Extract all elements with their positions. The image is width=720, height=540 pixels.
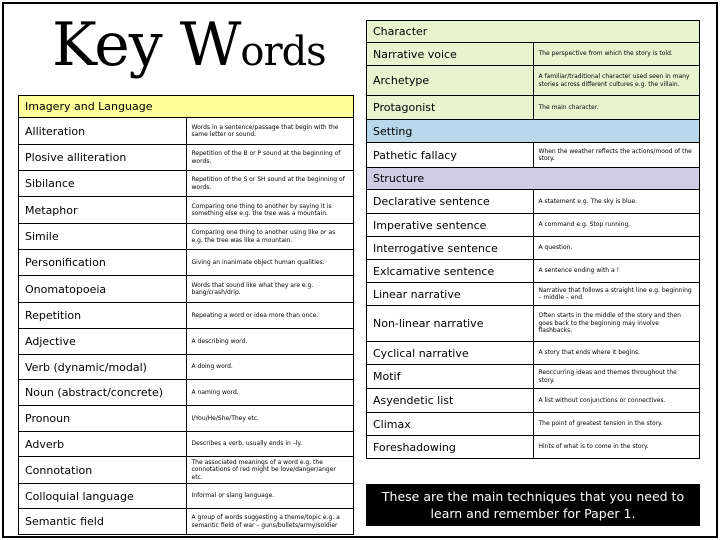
table-row (19, 457, 354, 484)
definition-cell: A familiar/traditional character used seen in many stories across different cultures e.g. the villain. (533, 66, 700, 96)
definition-cell: Words that sound like what they are e.g. bang/crash/drip. (186, 276, 354, 303)
term-cell: Cyclical narrative (367, 342, 534, 365)
definition-cell: The perspective from which the story is told. (533, 43, 700, 66)
term-cell: Exlcamative sentence (367, 260, 534, 283)
definition-cell: Repeating a word or idea more than once. (186, 303, 354, 329)
table-row (19, 276, 354, 303)
definition-cell: A statement e.g. The sky is blue. (533, 190, 700, 214)
table-row (367, 436, 700, 459)
narrative-table (366, 20, 700, 459)
character-header: Character (367, 21, 700, 43)
table-row (367, 389, 700, 413)
definition-cell: A command e.g. Stop running. (533, 214, 700, 237)
definition-cell: A sentence ending with a ! (533, 260, 700, 283)
definition-cell: Reoccurring ideas and themes throughout the story. (533, 365, 700, 389)
table-row (19, 118, 354, 145)
table-row (367, 66, 700, 96)
character-header-row (367, 21, 700, 43)
definition-cell: Repetition of the S or SH sound at the beginning of words. (186, 171, 354, 197)
definition-cell: I/You/He/She/They etc. (186, 406, 354, 432)
table-row (367, 237, 700, 260)
table-row (367, 342, 700, 365)
term-cell: Sibilance (19, 171, 187, 197)
table-row (367, 260, 700, 283)
table-row (367, 283, 700, 306)
structure-header: Structure (367, 168, 700, 190)
term-cell: Simile (19, 224, 187, 250)
table-row (19, 355, 354, 380)
table-row (19, 171, 354, 197)
term-cell: Climax (367, 413, 534, 436)
imagery-language-body (19, 96, 354, 535)
table-row (19, 509, 354, 535)
term-cell: Imperative sentence (367, 214, 534, 237)
table-row (19, 224, 354, 250)
term-cell: Verb (dynamic/modal) (19, 355, 187, 380)
table-row (367, 143, 700, 168)
imagery-language-header: Imagery and Language (19, 96, 354, 118)
table-row (19, 406, 354, 432)
term-cell: Repetition (19, 303, 187, 329)
term-cell: Colloquial language (19, 484, 187, 509)
table-row (19, 380, 354, 406)
term-cell: Pronoun (19, 406, 187, 432)
definition-cell: Informal or slang language. (186, 484, 354, 509)
term-cell: Linear narrative (367, 283, 534, 306)
term-cell: Connotation (19, 457, 187, 484)
term-cell: Protagonist (367, 96, 534, 120)
table-row (19, 432, 354, 457)
definition-cell: Giving an inanimate object human qualities. (186, 250, 354, 276)
definition-cell: A describing word. (186, 329, 354, 355)
table-row (367, 365, 700, 389)
imagery-language-table (18, 95, 354, 535)
table-row (367, 413, 700, 436)
table-row (19, 145, 354, 171)
definition-cell: A group of words suggesting a theme/topic e.g. a semantic field of war – guns/bullets/army/soldier (186, 509, 354, 535)
definition-cell: Comparing one thing to another using like or as e.g. the tree was like a mountain. (186, 224, 354, 250)
table-row (19, 197, 354, 224)
definition-cell: The main character. (533, 96, 700, 120)
table-row (19, 303, 354, 329)
structure-header-row (367, 168, 700, 190)
definition-cell: The associated meanings of a word e.g. the connotations of red might be love/danger/anger etc. (186, 457, 354, 484)
definition-cell: A list without conjunctions or connectives. (533, 389, 700, 413)
definition-cell: A question. (533, 237, 700, 260)
table-row (367, 214, 700, 237)
term-cell: Declarative sentence (367, 190, 534, 214)
table-row (19, 329, 354, 355)
footer-note: These are the main techniques that you need to learn and remember for Paper 1. (366, 484, 700, 526)
term-cell: Asyendetic list (367, 389, 534, 413)
term-cell: Non-linear narrative (367, 306, 534, 342)
term-cell: Interrogative sentence (367, 237, 534, 260)
definition-cell: When the weather reflects the actions/mood of the story. (533, 143, 700, 168)
definition-cell: Often starts in the middle of the story and then goes back to the beginning may involve flashbacks. (533, 306, 700, 342)
term-cell: Adverb (19, 432, 187, 457)
table-row (367, 43, 700, 66)
term-cell: Alliteration (19, 118, 187, 145)
table-row (367, 190, 700, 214)
term-cell: Onomatopoeia (19, 276, 187, 303)
term-cell: Archetype (367, 66, 534, 96)
table-row (19, 484, 354, 509)
term-cell: Semantic field (19, 509, 187, 535)
definition-cell: A naming word. (186, 380, 354, 406)
table-row (367, 96, 700, 120)
definition-cell: Comparing one thing to another by saying it is something else e.g. the tree was a mountain. (186, 197, 354, 224)
definition-cell: Repetition of the B or P sound at the beginning of words. (186, 145, 354, 171)
definition-cell: The point of greatest tension in the story. (533, 413, 700, 436)
term-cell: Pathetic fallacy (367, 143, 534, 168)
table-row (367, 306, 700, 342)
definition-cell: Describes a verb, usually ends in –ly. (186, 432, 354, 457)
definition-cell: Narrative that follows a straight line e.g. beginning – middle – end. (533, 283, 700, 306)
term-cell: Metaphor (19, 197, 187, 224)
definition-cell: Hints of what is to come in the story. (533, 436, 700, 459)
definition-cell: A doing word. (186, 355, 354, 380)
setting-header: Setting (367, 120, 700, 143)
term-cell: Personification (19, 250, 187, 276)
term-cell: Adjective (19, 329, 187, 355)
table-row (19, 250, 354, 276)
definition-cell: Words in a sentence/passage that begin with the same letter or sound. (186, 118, 354, 145)
definition-cell: A story that ends where it begins. (533, 342, 700, 365)
term-cell: Foreshadowing (367, 436, 534, 459)
setting-header-row (367, 120, 700, 143)
term-cell: Narrative voice (367, 43, 534, 66)
term-cell: Noun (abstract/concrete) (19, 380, 187, 406)
page-title: Key Words (52, 10, 326, 80)
term-cell: Motif (367, 365, 534, 389)
narrative-body (367, 21, 700, 459)
term-cell: Plosive alliteration (19, 145, 187, 171)
